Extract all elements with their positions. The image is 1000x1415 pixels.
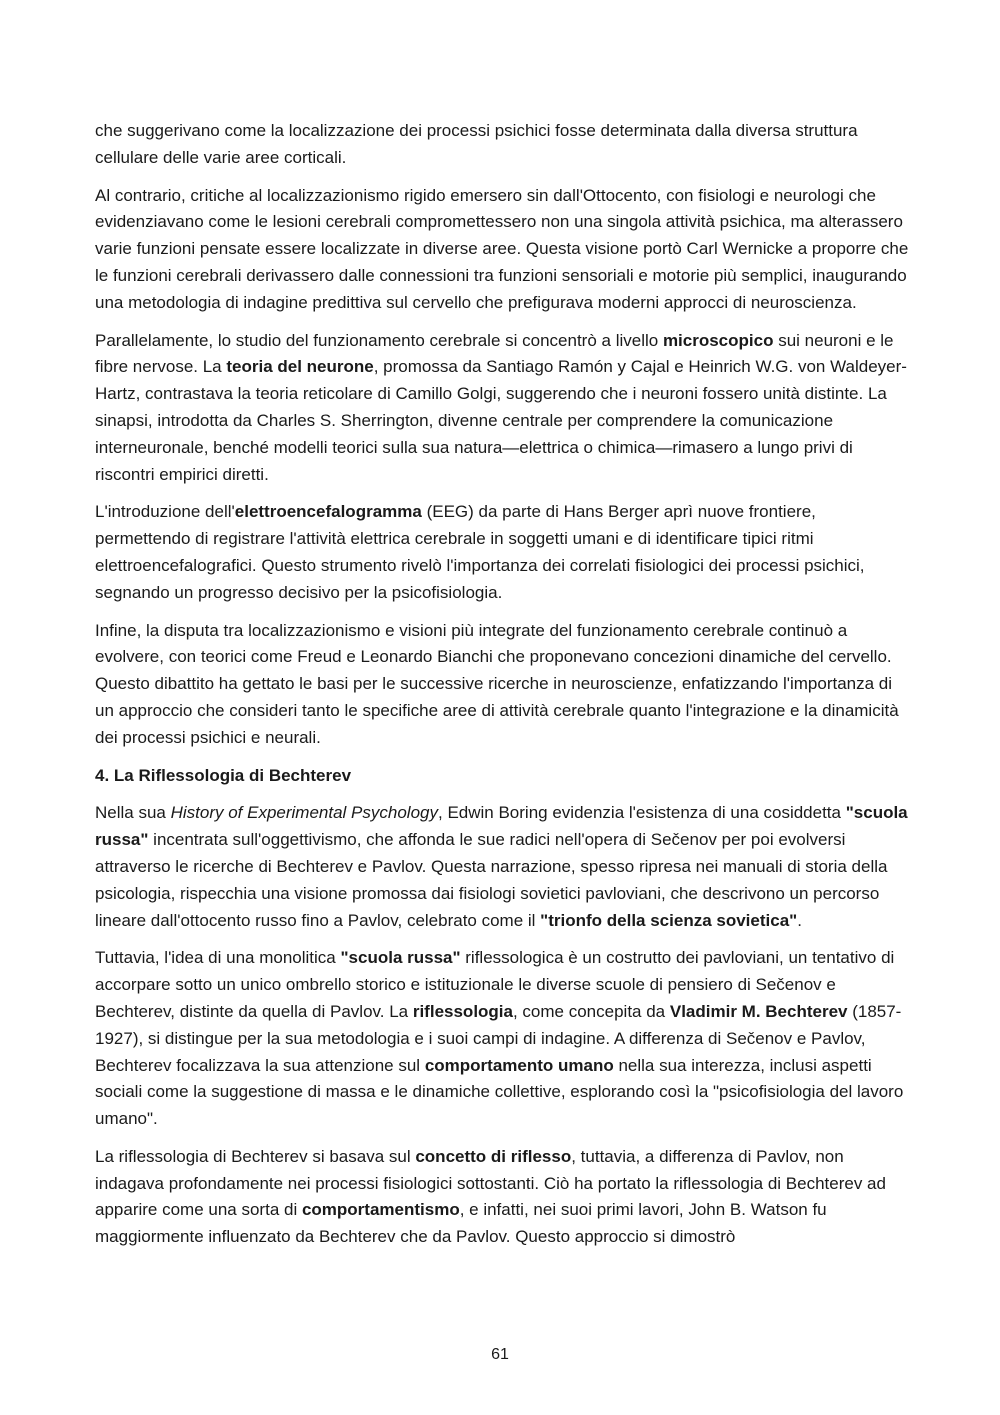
italic-text: History of Experimental Psychology (170, 803, 438, 823)
text-run: che suggerivano come la localizzazione dei processi psichici fosse determinata dalla diversa struttura cellulare delle varie aree corticali. (95, 121, 858, 167)
bold-text: microscopico (662, 330, 774, 350)
text-run: nella sua interezza, inclusi aspetti sociali come la suggestione di massa e le dinamiche collettive, esplorando così la "psicofisiologia del lavoro umano". (95, 1055, 904, 1129)
bold-text: "scuola russa" (95, 803, 908, 850)
text-run: , come concepita da (512, 1001, 670, 1021)
text-run: Al contrario, critiche al localizzazionismo rigido emersero sin dall'Ottocento, con fisiologi e neurologi che evidenziavano come le lesioni cerebrali compromettessero non una singola attività psichica, ma alterassero varie funzioni pensate essere localizzate in diverse aree. Questa visione portò Carl Wernicke a proporre che le funzioni cerebrali derivassero dalle connessioni tra funzioni sensoriali e motorie più semplici, inaugurando una metodologia di indagine predittiva sul cervello che prefigurava moderni approcci di neuroscienza. (95, 185, 909, 312)
bold-text: teoria del neurone (226, 357, 374, 377)
text-run: , Edwin Boring evidenzia l'esistenza di una cosiddetta (438, 803, 846, 823)
bold-text: concetto di riflesso (415, 1146, 572, 1166)
paragraph (95, 499, 910, 606)
text-run: incentrata sull'oggettivismo, che affonda le sue radici nell'opera di Sečenov per poi evolversi attraverso le ricerche di Bechterev e Pavlov. Questa narrazione, spesso ripresa nei manuali di storia della psicologia, rispecchia una visione promossa dai fisiologi sovietici pavloviani, che descrivono un percorso lineare dall'ottocento russo fino a Pavlov, celebrato come il (95, 830, 888, 930)
text-run: Parallelamente, lo studio del funzionamento cerebrale si concentrò a livello (95, 330, 663, 350)
bold-text: comportamento umano (424, 1055, 614, 1075)
text-run: (1857-1927), si distingue per la sua metodologia e i suoi campi di indagine. A differenza di Sečenov e Pavlov, Bechterev focalizzava la sua attenzione sul (95, 1001, 902, 1075)
bold-text: elettroencefalogramma (234, 502, 422, 522)
text-run: Infine, la disputa tra localizzazionismo e visioni più integrate del funzionamento cerebrale continuò a evolvere, con teorici come Freud e Leonardo Bianchi che proponevano concezioni dinamiche del cervello. Questo dibattito ha gettato le basi per le successive ricerche in neuroscienze, enfatizzando l'importanza di un approccio che consideri tanto le specifiche aree di attività cerebrale quanto l'integrazione e la dinamicità dei processi psichici e neurali. (95, 620, 899, 747)
text-run: , tuttavia, a differenza di Pavlov, non indagava profondamente nei processi fisiologici sottostanti. Ciò ha portato la riflessologia di Bechterev ad apparire come una sorta di (95, 1146, 886, 1220)
text-run: Tuttavia, l'idea di una monolitica (95, 948, 341, 968)
paragraphs-before (95, 118, 910, 752)
text-run: , e infatti, nei suoi primi lavori, John B. Watson fu maggiormente influenzato da Bechterev che da Pavlov. Questo approccio si dimostrò (95, 1200, 827, 1247)
paragraphs-after (95, 800, 910, 1251)
paragraph (95, 183, 910, 317)
paragraph (95, 800, 910, 934)
paragraph (95, 1144, 910, 1251)
text-run: . (797, 910, 802, 930)
paragraph (95, 945, 910, 1133)
page-number: 61 (491, 1346, 509, 1363)
paragraph (95, 328, 910, 489)
text-run: (EEG) da parte di Hans Berger aprì nuove frontiere, permettendo di registrare l'attività elettrica cerebrale in soggetti umani e di identificare tipici ritmi elettroencefalografici. Questo strumento rivelò l'importanza dei correlati fisiologici dei processi psichici, segnando un progresso decisivo per la psicofisiologia. (95, 502, 865, 602)
text-run: Nella sua (95, 803, 171, 823)
bold-text: riflessologia (412, 1001, 513, 1021)
document-body (95, 118, 910, 1262)
text-run: L'introduzione dell' (95, 502, 235, 522)
bold-text: "scuola russa" (340, 948, 461, 968)
section-heading: 4. La Riflessologia di Bechterev (95, 765, 352, 785)
bold-text: comportamentismo (301, 1200, 460, 1220)
paragraph (95, 618, 910, 752)
bold-text: "trionfo della scienza sovietica" (540, 910, 798, 930)
paragraph (95, 118, 910, 172)
text-run: , promossa da Santiago Ramón y Cajal e Heinrich W.G. von Waldeyer-Hartz, contrastava la teoria reticolare di Camillo Golgi, suggerendo che i neuroni fossero unità distinte. La sinapsi, introdotta da Charles S. Sherrington, divenne centrale per comprendere la comunicazione interneuronale, benché modelli teorici sulla sua natura—elettrica o chimica—rimasero a lungo privi di riscontri empirici diretti. (95, 357, 907, 484)
text-run: riflessologica è un costrutto dei pavloviani, un tentativo di accorpare sotto un unico ombrello storico e istituzionale le diverse scuole di pensiero di Sečenov e Bechterev, distinte da quella di Pavlov. La (95, 948, 895, 1021)
text-run: sui neuroni e le fibre nervose. La (95, 330, 894, 377)
bold-text: Vladimir M. Bechterev (669, 1001, 848, 1021)
text-run: La riflessologia di Bechterev si basava sul (95, 1146, 416, 1166)
